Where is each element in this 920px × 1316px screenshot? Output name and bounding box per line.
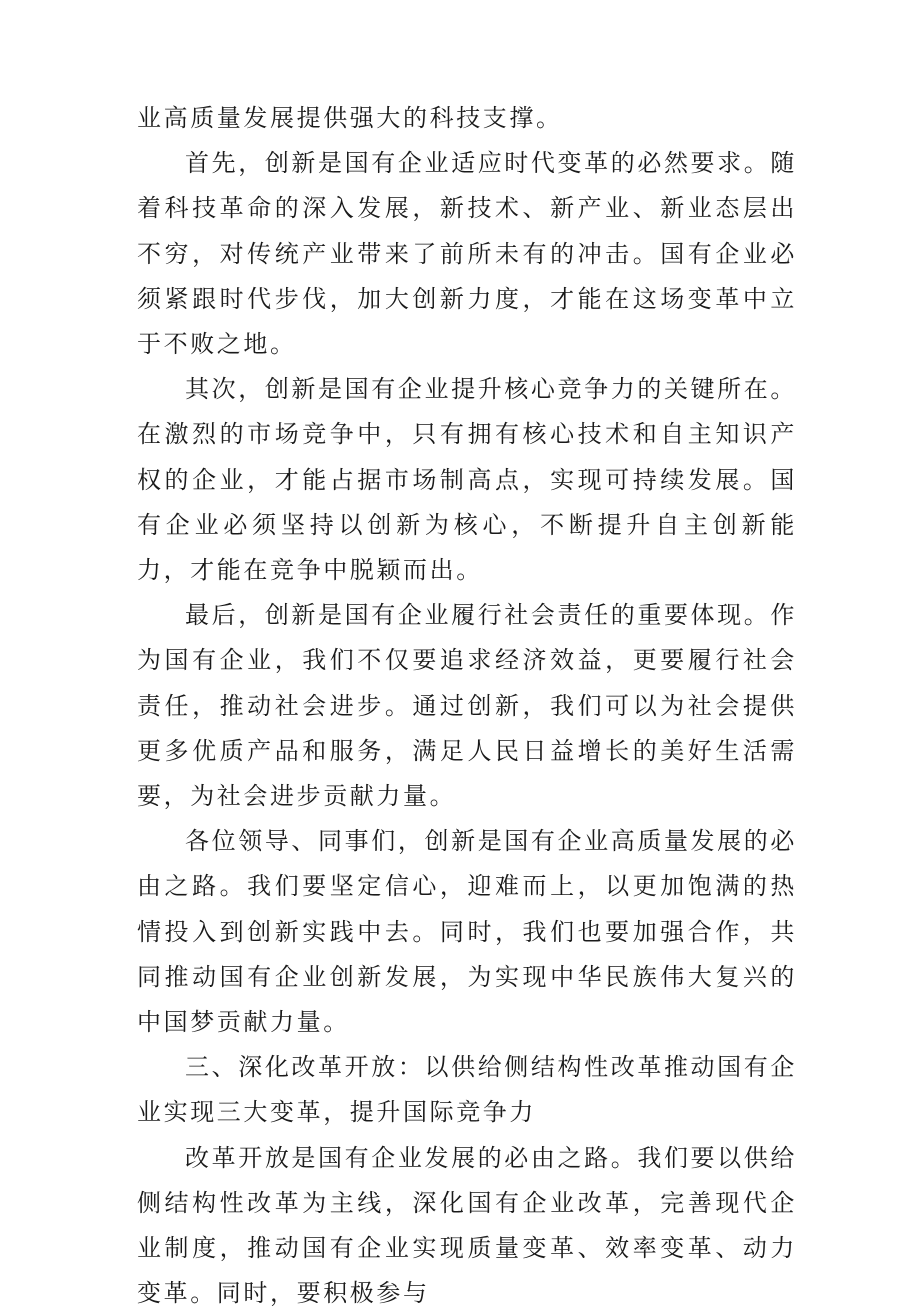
paragraph-reform: 改革开放是国有企业发展的必由之路。我们要以供给侧结构性改革为主线，深化国有企业改革，完善现代企业制度，推动国有企业实现质量变革、效率变革、动力变革。同时，要积极参与 (137, 1143, 797, 1308)
paragraph-firstly: 首先，创新是国有企业适应时代变革的必然要求。随着科技革命的深入发展，新技术、新产业、新业态层出不穷，对传统产业带来了前所未有的冲击。国有企业必须紧跟时代步伐，加大创新力度，才能在这场变革中立于不败之地。 (137, 149, 797, 359)
paragraph-continuation: 业高质量发展提供强大的科技支撑。 (137, 104, 563, 132)
section-heading-three: 三、深化改革开放：以供给侧结构性改革推动国有企业实现三大变革，提升国际竞争力 (137, 1053, 797, 1127)
paragraph-secondly: 其次，创新是国有企业提升核心竞争力的关键所在。在激烈的市场竞争中，只有拥有核心技术和自主知识产权的企业，才能占据市场制高点，实现可持续发展。国有企业必须坚持以创新为核心，不断提升自主创新能力，才能在竞争中脱颖而出。 (137, 375, 797, 585)
paragraph-finally: 最后，创新是国有企业履行社会责任的重要体现。作为国有企业，我们不仅要追求经济效益，更要履行社会责任，推动社会进步。通过创新，我们可以为社会提供更多优质产品和服务，满足人民日益增长的美好生活需要，为社会进步贡献力量。 (137, 601, 797, 811)
paragraph-address: 各位领导、同事们，创新是国有企业高质量发展的必由之路。我们要坚定信心，迎难而上，以更加饱满的热情投入到创新实践中去。同时，我们也要加强合作，共同推动国有企业创新发展，为实现中华民族伟大复兴的中国梦贡献力量。 (137, 827, 797, 1037)
document-body (137, 96, 797, 1316)
